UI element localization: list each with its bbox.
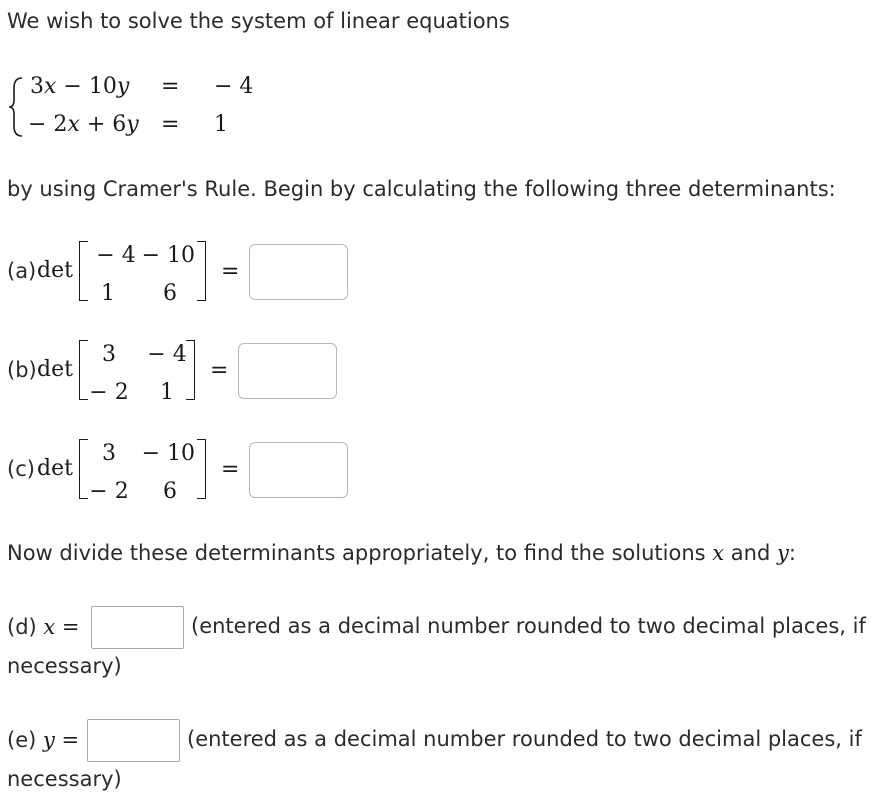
solution-x-equals: =: [55, 615, 80, 639]
solution-x-note: (entered as a decimal number rounded to two decimal places, if: [191, 614, 866, 638]
solution-y-letter: (e): [7, 728, 43, 752]
determinant-c-m21: − 2: [89, 479, 129, 504]
divide-text-after: :: [788, 541, 796, 565]
equation-1-rhs: − 4: [214, 74, 254, 99]
solution-x-note-cont: necessary): [7, 654, 122, 678]
solution-x-input[interactable]: [91, 606, 184, 649]
divide-var-x: x: [712, 541, 725, 565]
determinant-b-answer-input[interactable]: [238, 343, 337, 399]
equation-1-lhs: [30, 74, 129, 100]
determinant-b-right-bracket: [186, 340, 195, 400]
eq1-coef-y: − 10: [56, 74, 117, 99]
equation-2-rhs: 1: [214, 112, 228, 137]
determinant-b-m11: 3: [102, 342, 116, 367]
determinant-a-right-bracket: [197, 241, 206, 301]
determinant-c-right-bracket: [197, 439, 206, 499]
determinant-c-equals: =: [221, 457, 240, 482]
intro-text: We wish to solve the system of linear equations: [7, 9, 510, 33]
eq2-var-x: x: [67, 112, 80, 137]
eq1-var-x: x: [44, 74, 57, 99]
determinant-a-label: (a): [7, 259, 37, 283]
determinant-b-m12: − 4: [147, 342, 187, 367]
solution-x-label: [7, 615, 80, 640]
eq2-coef-y: + 6: [79, 112, 127, 137]
determinant-a-equals: =: [221, 259, 240, 284]
equation-2-equals: =: [161, 112, 180, 137]
solution-y-equals: =: [54, 728, 80, 752]
determinant-c-m22: 6: [163, 479, 177, 504]
determinant-b-equals: =: [210, 358, 229, 383]
instruction-text: by using Cramer's Rule. Begin by calculating the following three determinants:: [7, 177, 836, 201]
determinant-c-answer-input[interactable]: [249, 442, 348, 498]
solution-x-var: x: [43, 615, 56, 639]
determinant-a-m22: 6: [163, 281, 177, 306]
eq1-coef-x: 3: [30, 74, 44, 99]
determinant-c-det: det: [37, 456, 73, 481]
solution-y-note: (entered as a decimal number rounded to two decimal places, if: [187, 727, 862, 751]
determinant-a-m11: − 4: [96, 243, 136, 268]
eq2-var-y: y: [126, 112, 139, 137]
determinant-b-label: (b): [7, 358, 37, 382]
left-brace-icon: [8, 76, 26, 138]
determinant-a-answer-input[interactable]: [249, 244, 348, 300]
determinant-c-m11: 3: [102, 441, 116, 466]
solution-y-label: [7, 728, 79, 753]
determinant-a-det: det: [37, 258, 73, 283]
divide-text-and: and: [724, 541, 777, 565]
divide-var-y: y: [776, 541, 789, 565]
solution-y-note-cont: necessary): [7, 767, 122, 791]
solution-y-var: y: [42, 728, 55, 752]
equation-2-lhs: [28, 112, 139, 138]
solution-x-letter: (d): [7, 615, 44, 639]
determinant-c-m12: − 10: [141, 441, 195, 466]
divide-text-before: Now divide these determinants appropriately, to find the solutions: [7, 541, 713, 565]
equation-1-equals: =: [161, 74, 180, 99]
divide-instruction: [7, 541, 796, 566]
determinant-a-m21: 1: [101, 281, 115, 306]
determinant-b-m21: − 2: [89, 380, 129, 405]
determinant-b-det: det: [37, 357, 73, 382]
eq1-var-y: y: [116, 74, 130, 99]
determinant-c-label: (c): [7, 457, 35, 481]
eq2-coef-x: − 2: [28, 112, 68, 137]
solution-y-input[interactable]: [87, 719, 180, 762]
determinant-a-m12: − 10: [141, 243, 195, 268]
determinant-b-m22: 1: [160, 380, 174, 405]
